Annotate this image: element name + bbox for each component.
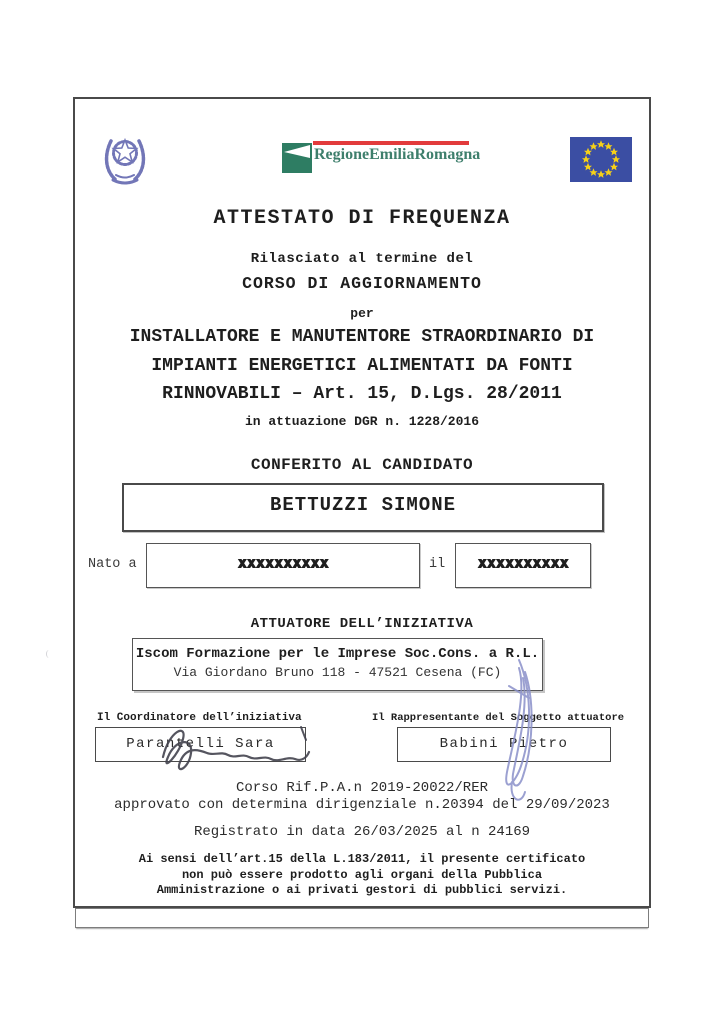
regione-red-bar [313,141,469,145]
attuazione-line: in attuazione DGR n. 1228/2016 [244,414,480,429]
legal-notice-line-3: Amministrazione o ai privati gestori di pubblici servizi. [156,883,568,897]
born-at-label: Nato a [88,557,137,572]
course-name-line-3: RINNOVABILI – Art. 15, D.Lgs. 28/2011 [162,384,562,404]
candidate-name: BETTUZZI SIMONE [269,494,457,516]
legal-notice-line-2: non può essere prodotto agli organi della Pubblica [181,867,543,882]
issued-line: Rilasciato al termine del [250,251,474,267]
scan-artifact [46,650,52,658]
representative-name: Babini Pietro [439,736,569,752]
page-edge-strip [75,908,649,928]
birth-date-box [455,543,591,588]
regione-logo-text: RegioneEmiliaRomagna [314,146,481,163]
attuatore-name: Iscom Formazione per le Imprese Soc.Cons. a R.L. [135,646,540,662]
italy-emblem-icon [102,125,148,187]
course-type-heading: CORSO DI AGGIORNAMENTO [242,274,482,293]
per-label: per [350,306,374,321]
certificate-border [73,97,651,908]
attuatore-heading: ATTUATORE DELL’INIZIATIVA [250,616,474,632]
representative-signature-box [397,727,611,762]
candidate-name-box [122,483,604,532]
birth-place-box [146,543,420,588]
coordinator-name: Parantelli Sara [126,736,275,752]
course-name-line-1: INSTALLATORE E MANUTENTORE STRAORDINARIO DI [129,327,595,347]
course-name-line-2: IMPIANTI ENERGETICI ALIMENTATI DA FONTI [151,356,573,376]
regione-emilia-romagna-logo [282,141,518,175]
attuatore-address: Via Giordano Bruno 118 - 47521 Cesena (FC) [173,665,502,680]
conferred-heading: CONFERITO AL CANDIDATO [250,456,474,474]
coordinator-signature-box [95,727,306,762]
legal-notice-line-1: Ai sensi dell’art.15 della L.183/2011, il presente certificato [138,852,586,866]
coordinator-heading: Il Coordinatore dell’iniziativa [97,712,302,724]
eu-flag-icon [570,137,632,182]
certificate-title: ATTESTATO DI FREQUENZA [213,207,511,230]
on-label: il [429,557,446,572]
registration-line: Registrato in data 26/03/2025 al n 24169 [193,824,531,840]
legal-notice [75,852,649,899]
birth-place-value: XXXXXXXXXX [237,558,329,573]
regione-square-icon [282,143,312,173]
course-ref-line: Corso Rif.P.A.n 2019-20022/RER [235,780,489,796]
attuatore-box [132,638,543,691]
approval-line: approvato con determina dirigenziale n.20394 del 29/09/2023 [114,797,610,813]
representative-heading: Il Rappresentante del Soggetto attuatore [372,712,625,724]
birth-date-value: XXXXXXXXXX [477,558,569,573]
